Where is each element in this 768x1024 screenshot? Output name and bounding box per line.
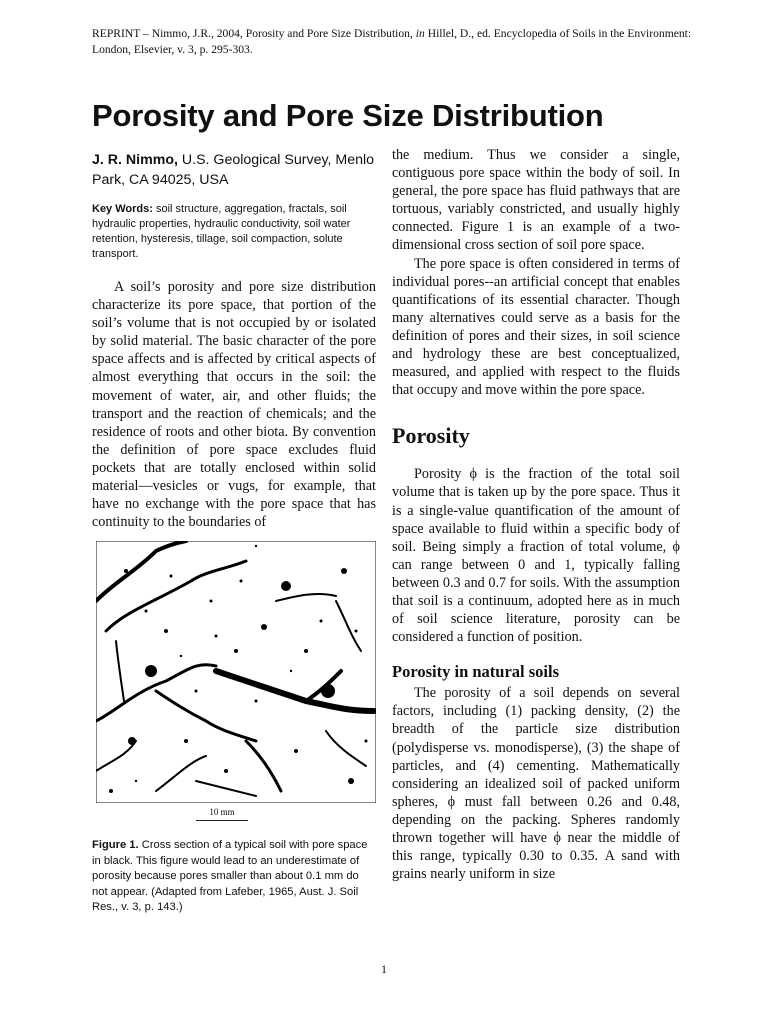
reprint-citation-in: in bbox=[415, 27, 425, 40]
figure-caption-label: Figure 1. bbox=[92, 839, 139, 851]
reprint-citation bbox=[92, 26, 692, 58]
reprint-citation-end: Hillel, D., ed. Encyclopedia of Soils in the Environment: London, Elsevier, v. 3, p. 295-303. bbox=[92, 27, 692, 56]
figure-soil-cross-section bbox=[96, 541, 376, 803]
author-line bbox=[92, 150, 376, 190]
keywords-label: Key Words: bbox=[92, 203, 153, 215]
col2-paragraph-4: The porosity of a soil depends on several factors, including (1) packing density, (2) the breadth of the particle size distribution (polydisperse vs. monodisperse), (3) the shape of particles, and (4) cementing. Mathematically considering an idealized soil of packed uniform spheres, ϕ must fall between 0.26 and 0.48, depending on the packing. Spheres randomly thrown together will have ϕ near the middle of this range, typically 0.30 to 0.35. A sand with grains nearly uniform in size bbox=[392, 685, 680, 883]
col2-paragraph-3: Porosity ϕ is the fraction of the total soil volume that is taken up by the pore space. Thus it is a single-value quantification of the amount of space available to fluid within a specific body of soil. Being simply a fraction of total volume, ϕ can range between 0 and 1, typically falling between 0.3 and 0.7 for soils. With the assumption that soil is a continuum, adopted here as in much of soil science literature, porosity can be considered a function of position. bbox=[392, 466, 680, 646]
intro-paragraph: A soil’s porosity and pore size distribution characterize its pore space, that portion of the soil’s volume that is not occupied by or isolated by solid material. The basic character of the pore space affects and is affected by critical aspects of almost everything that occurs in the soil: the movement of water, air, and other fluids; the transport and the reaction of chemicals; and the residence of roots and other biota. By convention the definition of pore space excludes fluid pockets that are totally enclosed within solid material—vesicles or vugs, for example, that have no exchange with the pore space that has continuity to the boundaries of bbox=[92, 279, 376, 531]
scale-bar-label: 10 mm bbox=[209, 807, 235, 817]
keywords-text: soil structure, aggregation, fractals, soil hydraulic properties, hydraulic conductivity, soil water retention, hysteresis, tillage, soil compaction, solute transport. bbox=[92, 203, 351, 260]
left-column bbox=[92, 150, 376, 531]
author-affiliation: U.S. Geological Survey, Menlo Park, CA 94025, USA bbox=[92, 152, 375, 188]
right-column bbox=[392, 146, 680, 883]
reprint-citation-start: REPRINT – Nimmo, J.R., 2004, Porosity and Pore Size Distribution, bbox=[92, 27, 416, 40]
keywords bbox=[92, 202, 376, 262]
col2-paragraph-2: The pore space is often considered in terms of individual pores--an artificial concept that enables quantifications of its essential character. Though many alternatives could serve as a basis for the definition of pores and their sizes, in soil science and hydrology these are best conceptualized, measured, and applied with respect to the fluids that occupy and move within the pore space. bbox=[392, 255, 680, 399]
col2-paragraph-1: the medium. Thus we consider a single, contiguous pore space within the body of soil. In general, the pore space has fluid pathways that are tortuous, variably constricted, and usually highly connected. Figure 1 is an example of a two-dimensional cross section of soil pore space. bbox=[392, 147, 680, 254]
author-name: J. R. Nimmo, bbox=[92, 152, 178, 168]
scale-bar bbox=[196, 820, 248, 821]
section-heading-porosity: Porosity bbox=[392, 423, 470, 449]
page-number: 1 bbox=[381, 962, 387, 976]
figure-caption-text: Cross section of a typical soil with pore space in black. This figure would lead to an underestimate of porosity because pores smaller than about 0.1 mm do not appear. (Adapted from Lafeber, 1965, Aust. J. Soil Res., v. 3, p. 143.) bbox=[92, 839, 368, 913]
subsection-heading-natural-soils: Porosity in natural soils bbox=[392, 662, 560, 682]
figure-caption bbox=[92, 838, 376, 916]
soil-cross-section-image bbox=[96, 541, 376, 803]
paper-title: Porosity and Pore Size Distribution bbox=[92, 98, 604, 133]
